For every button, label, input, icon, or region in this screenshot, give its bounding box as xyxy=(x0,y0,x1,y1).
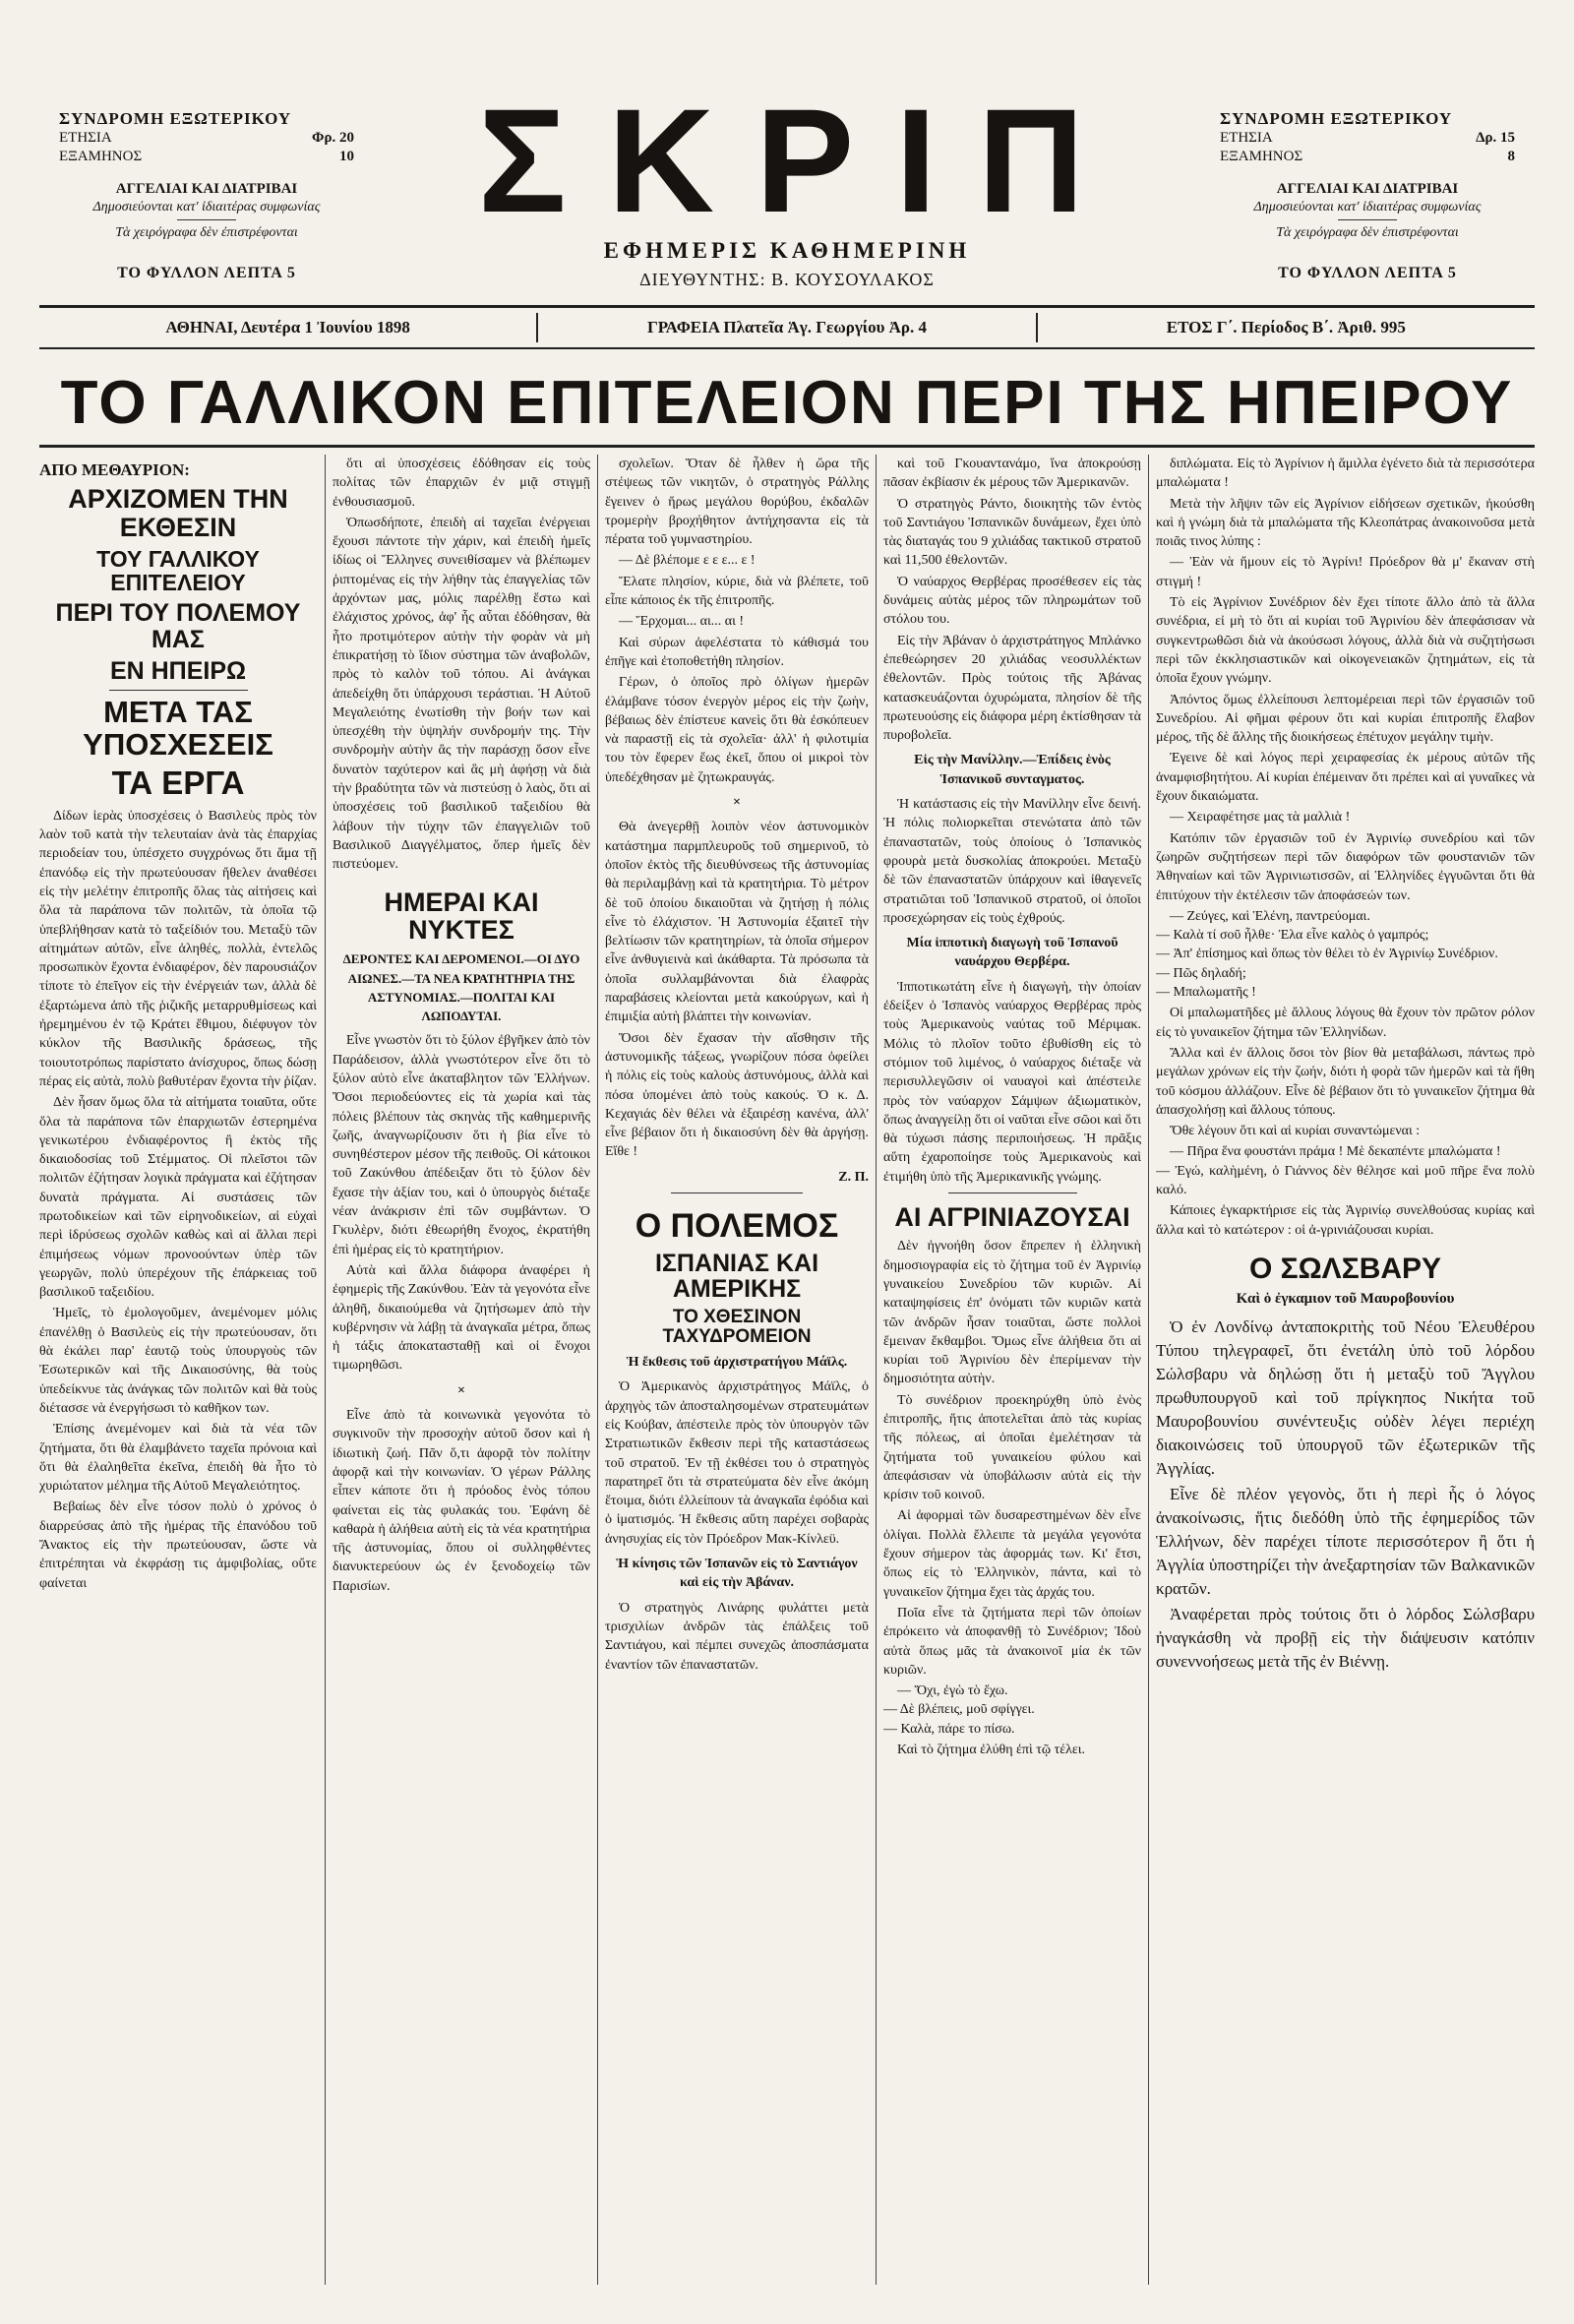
col5-subheading: Καὶ ὁ ἐγκαμιον τοῦ Μαυροβουνίου xyxy=(1236,1291,1455,1308)
left-half-value: 10 xyxy=(339,149,354,164)
col4-paragraph: Ὁ ναύαρχος Θερβέρας προσέθεσεν εἰς τὰς δυνάμεις αὐτὰς μέρος τῶν πληρωμάτων τοῦ στόλου του. xyxy=(883,574,1141,628)
col5-paragraph: Ἀναφέρεται πρὸς τούτοις ὅτι ὁ λόρδος Σώλσβαρυ ἠναγκάσθη νὰ προβῇ εἰς τὴν διάψευσιν κατόπιν συνεννοήσεως μετὰ τῆς ἐν Βιέννῃ. xyxy=(1156,1604,1535,1671)
col1-kicker: ΑΠΟ ΜΕΘΑΥΡΙΟΝ: xyxy=(39,460,190,479)
col4-dialogue: — Ὄχι, ἐγὼ τὸ ἔχω. — Δὲ βλέπεις, μοῦ σφίγγει. — Καλὰ, πάρε το πίσω. xyxy=(883,1683,1035,1737)
col3-paragraph: — Ἔρχομαι... αι... αι ! xyxy=(619,614,745,630)
col1-paragraph: Ἐπίσης ἀνεμένομεν καὶ διὰ τὰ νέα τῶν ζητήματα, ὅτι θὰ ἐλαμβάνετο ταχεῖα πρόνοια καὶ ὅτι θὰ ἐλαληθεῖτα ἐκεῖνα, ἐπειδὴ θὰ ἦτο τὸ χυριώτατον μέλημα τῆς Αὐτοῦ Μεγαλειότητος. xyxy=(39,1422,317,1495)
col5-paragraph: διπλώματα. Εἰς τὸ Ἀγρίνιον ἡ ἅμιλλα ἐγένετο διὰ τὰ περισσότερα μπαλώματα ! xyxy=(1156,457,1535,491)
right-sub-title: ΣΥΝΔΡΟΜΗ ΕΞΩΤΕΡΙΚΟΥ xyxy=(1220,109,1453,128)
col1-heading-6: ΤΑ ΕΡΓΑ xyxy=(111,764,245,802)
column-3 xyxy=(605,455,869,2285)
col2-paragraph: Αὐτὰ καὶ ἄλλα διάφορα ἀναφέρει ἡ ἐφημερὶς τῆς Ζακύνθου. Ἐὰν τὰ γεγονότα εἶνε ἀληθῆ, δικαιούμεθα νὰ ζητήσωμεν ἀπὸ τὴν κυβέρνησιν νὰ λάβῃ τὰ ἀναγκαῖα μέτρα, ὅπως ἡ τάξις ἀποκατασταθῇ καὶ οἱ ἔνοχοι τιμωρηθῶσι. xyxy=(333,1262,590,1374)
left-sub-title: ΣΥΝΔΡΟΜΗ ΕΞΩΤΕΡΙΚΟΥ xyxy=(59,109,292,128)
right-half-label: ΕΞΑΜΗΝΟΣ xyxy=(1220,149,1303,164)
col4-paragraph: Ὁ στρατηγὸς Ράντο, διοικητὴς τῶν ἐντὸς τοῦ Σαντιάγου Ἰσπανικῶν δυνάμεων, ἔχει ὑπὸ τὰς διαταγάς του 9 χιλιάδας τακτικοῦ στρατοῦ καὶ 11,500 ἐθελοντῶν. xyxy=(883,496,1141,569)
col2-heading-1: ΗΜΕΡΑΙ ΚΑΙ ΝΥΚΤΕΣ xyxy=(384,887,539,945)
left-notice: ΑΓΓΕΛΙΑΙ ΚΑΙ ΔΙΑΤΡΙΒΑΙ xyxy=(115,180,298,197)
col3-separator: × xyxy=(733,795,741,811)
col3-paragraph: σχολεῖων. Ὅταν δὲ ἦλθεν ἡ ὥρα τῆς στέψεως τῶν νικητῶν, ὁ στρατηγὸς Ράλλης ἔγεινεν ὁ ἥρως μεγάλου θορύβου, ἐκδαλῶν τρομερὴν βροχήθητον ἀντήχησαντα εἰς τὰ πέρατα τοῦ γυμναστηρίου. xyxy=(605,457,869,548)
col4-paragraph: Καὶ τὸ ζήτημα ἐλύθη ἐπὶ τῷ τέλει. xyxy=(897,1743,1086,1758)
col5-paragraph: Κάποιες ἐγκαρκτήρισε εἰς τὰς Ἀγρινίῳ συνελθούσας κυρίας καὶ ἄλλα καὶ τὸ κατώτερον : οἱ ἀ-γρινιάζουσαι κυρίαι. xyxy=(1156,1203,1535,1238)
col5-paragraph: Κατόπιν τῶν ἐργασιῶν τοῦ ἐν Ἀγρινίῳ συνεδρίου καὶ τῶν ζωηρῶν συζητήσεων περὶ τῶν διαφόρων τῶν φουστανιῶν τῶν Ἀθηναίων καὶ τῶν Ἀγρινιωτισσῶν, αἱ Ἑλληνίδες ἐγγυῶνται ὅτι θὰ ἐπιτύχουν τὴν ἐκτέλεσιν τῶν ἀποφάσεών των. xyxy=(1156,830,1535,903)
left-notice2: Δημοσιεύονται κατ' ἰδιαιτέρας συμφωνίας xyxy=(92,199,321,214)
left-rule xyxy=(177,219,236,220)
right-price: ΤΟ ΦΥΛΛΟΝ ΛΕΠΤΑ 5 xyxy=(1278,264,1457,281)
right-subscription-box xyxy=(1220,108,1515,283)
newspaper-editor: ΔΙΕΥΘΥΝΤΗΣ: Β. ΚΟΥΣΟΥΛΑΚΟΣ xyxy=(639,270,935,289)
col1-rule xyxy=(109,690,248,691)
right-notice: ΑΓΓΕΛΙΑΙ ΚΑΙ ΔΙΑΤΡΙΒΑΙ xyxy=(1276,180,1459,197)
column-divider xyxy=(1148,455,1149,2285)
col4-paragraph: Ἡ κατάστασις εἰς τὴν Μανίλλην εἶνε δεινή. Ἡ πόλις πολιορκεῖται στενώτατα ἀπὸ τῶν ἐπαναστατῶν, τοὺς ὁποίους ὁ Ἰσπανικὸς φρουρὰ μετὰ δυσκολίας ἀποκρούει. Μεταξὺ δὲ τῶν ἐπαναστατῶν ὑπάρχουν καὶ ἰθαγενεῖς στρατιῶται τοῦ Ἱσπανικοῦ στρατοῦ, οἱ ὁποῖοι προσεχώρησαν εἰς τοὺς ἐχθρούς. xyxy=(883,797,1141,926)
col3-subheading: Ἡ ἔκθεσις τοῦ ἀρχιστρατήγου Μάϊλς. xyxy=(626,1355,848,1371)
col5-paragraph: — Ἐὰν νὰ ἤμουν εἰς τὸ Ἀγρίνι! Πρόεδρον θὰ μ' ἔκαναν στὴ στιγμή ! xyxy=(1156,555,1535,589)
col4-subheading: Μία ἱπποτικὴ διαγωγὴ τοῦ Ἱσπανοῦ ναυάρχου Θερβέρα. xyxy=(906,936,1119,970)
col5-paragraph: Ἀπόντος ὅμως ἐλλείπουσι λεπτομέρειαι περὶ τῶν ἐργασιῶν τοῦ Συνεδρίου. Αἱ φῆμαι φέρουν ὅτι καὶ κυρίαι ἐπιτροπῆς ἔλαβον μέρος, τῆς δὲ ἄλλης τῆς διοικήσεως ἐπέτυχον μεγάλην τιμὴν. xyxy=(1156,692,1535,746)
col5-paragraph: — Χειραφέτησε μας τὰ μαλλιὰ ! xyxy=(1170,810,1351,826)
col5-dialogue: — Πῆρα ἕνα φουστάνι πράμα ! Μὲ δεκαπέντε μπαλώματα ! — Ἐγώ, καλὴμένη, ὁ Γιάννος δὲν θέλησε καὶ μοῦ πῆρε ἕνα πολὺ καλό. xyxy=(1156,1144,1535,1197)
dateline-bar xyxy=(39,305,1535,349)
col2-separator: × xyxy=(457,1382,465,1398)
col4-subheading: Εἰς τὴν Μανίλλην.—Ἐπίδεις ἑνὸς Ἱσπανικοῦ συνταγματος. xyxy=(914,753,1111,787)
column-divider xyxy=(876,455,877,2285)
col3-heading-2: ΙΣΠΑΝΙΑΣ ΚΑΙ ΑΜΕΡΙΚΗΣ xyxy=(654,1249,819,1303)
col1-heading-1: ΑΡΧΙΖΟΜΕΝ ΤΗΝ ΕΚΘΕΣΙΝ xyxy=(68,484,288,542)
col4-paragraph: Δὲν ἠγνοήθη ὅσον ἔπρεπεν ἡ ἑλληνικὴ δημοσιογραφία εἰς τὸ ζήτημα τοῦ ἐν Ἀγρινίῳ γυναικείου Συνεδρίου τῶν κυριῶν. Αἱ καταψηφίσεις ἐπ' ὀνόματι τῶν κυριῶν κατὰ τῶν ἀνδρῶν ἦσαν τοιαῦται, ὥστε πολλοὶ ἔμειναν ἔκθαμβοι. Ὅμως εἶνε ἀλήθεια ὅτι αἱ κυρίαι τοῦ Ἀγρινίου δὲν ἐπερίμεναν τὴν δημοσιότητα αὐτὴν. xyxy=(883,1239,1141,1387)
col1-heading-5: ΜΕΤΑ ΤΑΣ ΥΠΟΣΧΕΣΕΙΣ xyxy=(83,695,273,762)
col2-paragraph: ὅτι αἱ ὑποσχέσεις ἐδόθησαν εἰς τοὺς πολίτας τῶν ἐπαρχιῶν ἐν μιᾷ στιγμῇ ἐνθουσιασμοῦ. xyxy=(333,457,590,510)
column-divider xyxy=(597,455,598,2285)
right-rule xyxy=(1338,219,1397,220)
col3-paragraph: — Δὲ βλέπομε ε ε ε... ε ! xyxy=(619,553,756,569)
col4-paragraph: Ποῖα εἶνε τὰ ζητήματα περὶ τῶν ὁποίων ἐπρόκειτο νὰ ἀποφανθῇ τὸ Συνέδριον; Ἰδοὺ αὐτὰ ὅπως μᾶς τὰ ἀνακοινοῖ μία ἐκ τῶν κυριῶν. xyxy=(883,1605,1141,1678)
column-2 xyxy=(333,455,590,2285)
col5-dialogue: — Ζεύγες, καὶ Ἑλένη, παντρεύομαι. — Καλὰ τί σοῦ ἦλθε· Ἐλα εἶνε καλὸς ὁ γαμπρός; — Ἀπ' ἐπίσημος καὶ ὅπως τὸν θέλει τὸ ἐν Ἀγρινίῳ Συνέδριον. — Πῶς δηλαδή; — Μπαλωματῆς ! xyxy=(1156,908,1498,1001)
col2-paragraph: Εἶνε γνωστὸν ὅτι τὸ ξύλον ἐβγῆκεν ἀπὸ τὸν Παράδεισον, ἀλλὰ γνωστότερον εἶνε ὅτι τὸ ξύλον αὐτὸ εἶνε ἀκαταβλητον τῶν Ἑλλήνων. Ὅσοι περιοδεύοντες εἰς τὰ χωρία καὶ τὰς πόλεις βλέπουν τὰς σκηνὰς τῆς καθημερινῆς ζωῆς, ἀναγνωρίζουσιν ὅτι ἡ βία εἶνε τὸ συνηθέστερον μέσον τῆς πειθοῦς. Οἱ κάτοικοι τοῦ Ζακύνθου ἀπέδειξαν ὅτι τὸ ξύλον δὲν ἔχασε τὴν ἀξίαν του, καὶ ὁ ὑπουργὸς διέταξε νέαν ἀνάκρισιν ἐπὶ τῶν συμβάντων. Ὁ Γκυλὲρν, διότι ἐθεωρήθη ἔνοχος, ἐκρατήθη ἐπὶ ἡμέρας εἰς τὸ κρατητήριον. xyxy=(333,1033,590,1257)
col3-paragraph: Ὁ στρατηγὸς Λινάρης φυλάττει μετὰ τρισχιλίων ἀνδρῶν τὰς ἐπάλξεις τοῦ Σαντιάγου, καὶ πέμπει συνεχῶς ἀποσπάσματα ἐναντίον τῶν ἐπαναστατῶν. xyxy=(605,1600,869,1673)
col3-subheading: Ἡ κίνησις τῶν Ἱσπανῶν εἰς τὸ Σαντιάγον καὶ εἰς τὴν Ἀβάναν. xyxy=(616,1557,858,1591)
col3-paragraph: Θὰ ἀνεγερθῇ λοιπὸν νέον ἀστυνομικὸν κατάστημα παρμπλευροῦς τοῦ σημερινοῦ, τὸ ὁποῖον ἐκτὸς τῆς διευθύνσεως τῆς ἀστυνομίας θὰ περιλαμβάνῃ καὶ τὰ κρατητήρια. Τὸ μέτρον δὲ τοῦ ὁποίου δικαιοῦται νὰ ζητήσῃ ἡ πόλις εἶνε τὸ ἐλάχιστον. Ἡ Ἀστυνομία ἐξαιτεῖ τὴν βελτίωσιν τῶν κρατητηρίων, τὰ ὁποῖα σήμερον εἶνε ἀνθυγιεινὰ καὶ ἀκάθαρτα. Τὰ πρόσωπα τὰ ὁποῖα συλλαμβάνονται διὰ ἐλαφρὰς παραβάσεις κλείονται μετὰ κακούργων, καὶ ἡ ἐπιμιξία αὐτὴ βλάπτει τὴν κοινωνίαν. xyxy=(605,820,869,1025)
column-5 xyxy=(1156,455,1535,2285)
col5-paragraph: Ἄλλα καὶ ἐν ἄλλοις ὅσοι τὸν βίον θὰ μεταβάλωσι, πάντως πρὸ μεγάλων χρόνων εἰς τὴν ζωήν, διότι ἡ φορὰ τῶν ἡμερῶν καὶ τὰ ἤθη τοῦ κόσμου ἀλλάζουν. Εἶνε δὲ βέβαιον ὅτι τὸ γυναικεῖον ζήτημα θὰ ἀπασχολήσῃ καὶ ἄλλους τόπους. xyxy=(1156,1045,1535,1118)
left-price: ΤΟ ΦΥΛΛΟΝ ΛΕΠΤΑ 5 xyxy=(117,264,296,281)
column-divider xyxy=(325,455,326,2285)
col3-signature: Ζ. Π. xyxy=(838,1169,869,1185)
column-1 xyxy=(39,455,317,2285)
col4-paragraph: Ἱπποτικωτάτη εἶνε ἡ διαγωγὴ, τὴν ὁποίαν ἐδείξεν ὁ Ἱσπανὸς ναύαρχος Θερβέρας πρὸς τοὺς Ἀμερικανοὺς ναύτας τοῦ Μέριμακ. Μόλις τὸ πλοῖον τοῦτο ἐβυθίσθη εἰς τὸ στόμιον τοῦ λιμένος, ὁ ναύαρχος διέταξε νὰ περισυλλεγῶσιν οἱ ναυαγοὶ καὶ ἀπέστειλε πρὸς τὸν ναύαρχον Σάμψων ἀξιωματικὸν, ὅπως ἀναγγείλῃ ὅτι οἱ ναῦται εἶνε σῶοι καὶ ὅτι θὰ τύχωσι πάσης περιποιήσεως. Ἡ πρᾶξις αὕτη ἐχαροποίησε τοὺς Ἀμερικανοὺς καὶ ἐτιμήθη ὑπὸ τῆς Ἀμερικανικῆς γνώμης. xyxy=(883,979,1141,1185)
col5-paragraph: Εἶνε δὲ πλέον γεγονὸς, ὅτι ἡ περὶ ἧς ὁ λόγος ἀνακοίνωσις, ἥτις διεδόθη ὑπὸ τῆς ἐφημερίδος τῶν Ἑλλήνων, δὲν παρέχει τίποτε περισσότερον ἢ ὅτι ἡ Ἀγγλία ὑποστηρίζει τὴν ἀνεξαρτησίαν τῶν Βαλκανικῶν κρατῶν. xyxy=(1156,1484,1535,1598)
left-yearly-value: Φρ. 20 xyxy=(312,130,354,147)
col3-paragraph: Ὁ Ἀμερικανὸς ἀρχιστράτηγος Μάϊλς, ὁ ἀρχηγὸς τῶν ἀποσταλησομένων στρατευμάτων εἰς Κούβαν, ἀπέστειλε πρὸς τὸν ὑπουργὸν τῶν Στρατιωτικῶν ἔκθεσιν περὶ τῆς καταστάσεως τοῦ στρατοῦ. Ἐν τῇ ἐκθέσει του ὁ στρατηγὸς παρατηρεῖ ὅτι τὰ στρατεύματα δὲν εἶνε ἀκόμη ἕτοιμα, διότι ἐλλείπουν τὰ ἀναγκαῖα ἐφόδια καὶ ὁ ἱματισμός. Ἡ ἔκθεσις αὕτη παρέχει σοβαρὰς ἀνησυχίας εἰς τὸν Πρόεδρον Μακ-Κίνλεϋ. xyxy=(605,1379,869,1547)
col5-paragraph: Μετὰ τὴν λῆψιν τῶν εἰς Ἀγρίνιον εἰδήσεων σχετικῶν, ἠκούσθη καὶ ἡ γνώμη διὰ τὰ μπαλώματα τῆς Κλεοπάτρας ἀνακοινοῦσα μετὰ ποιᾶς τινος λύπης : xyxy=(1156,496,1535,550)
right-manuscripts: Τὰ χειρόγραφα δὲν ἐπιστρέφονται xyxy=(1276,225,1459,240)
right-yearly-value: Δρ. 15 xyxy=(1476,130,1515,147)
col4-paragraph: Αἱ ἀφορμαὶ τῶν δυσαρεστημένων δὲν εἶνε ὀλίγαι. Πολλὰ ἔλλειπε τὰ μεγάλα γεγονότα ἔχουν σήμερον τὰς ἀφορμάς των. Κι' ἔτσι, ὅπως εἰς τὸ Ἑλληνικὸν, πάντα, καὶ τὸ γυναικεῖον ζήτημα ἔχει τὰς ἀρχάς του. xyxy=(883,1508,1141,1600)
column-4 xyxy=(883,455,1141,2285)
col1-paragraph: Ἡμεῖς, τὸ ἐμολογοῦμεν, ἀνεμένομεν μόλις ἐπανέλθῃ ὁ Βασιλεὺς εἰς τὴν πρωτεύουσαν, ὅτι θὰ ἐκάλει παρ' ἑαυτῷ τοὺς ὑπουργοὺς τῶν Ἐσωτερικῶν καὶ τῆς Δικαιοσύνης, θὰ τοὺς ὑπεδείκνυε τὰς ἀνάγκας τῶν πολιτῶν καὶ θὰ τοὺς διέτασσε νὰ ἐνεργήσωσι τὸ καθῆκον των. xyxy=(39,1306,317,1416)
main-headline: ΤΟ ΓΑΛΛΙΚΟΝ ΕΠΙΤΕΛΕΙΟΝ ΠΕΡΙ ΤΗΣ ΗΠΕΙΡΟΥ xyxy=(60,369,1514,437)
left-half-label: ΕΞΑΜΗΝΟΣ xyxy=(59,149,143,164)
left-manuscripts: Τὰ χειρόγραφα δὲν ἐπιστρέφονται xyxy=(115,225,298,240)
col3-paragraph: Ἔλατε πλησίον, κύριε, διὰ νὰ βλέπετε, τοῦ εἶπε κάποιος ἐκ τῆς ἐπιτροπῆς. xyxy=(605,574,869,609)
col2-paragraph: Εἶνε ἀπὸ τὰ κοινωνικὰ γεγονότα τὸ συγκινοῦν τὴν προσοχὴν αὐτοῦ ὅσον καὶ ἡ ἰδιωτικὴ ζωή. Πᾶν ὅ,τι ἀφορᾷ τὸν πολίτην ἀφορᾷ καὶ τὴν κοινωνίαν. Ὁ γέρων Ράλλης εἶπεν κάποτε ὅτι ἡ πρόοδος ἑνὸς τόπου φαίνεται εἰς τὰς φυλακάς του. Ἐφάνη δὲ καθαρὰ ἡ ἀλήθεια αὐτὴ εἰς τὰ νέα κρατητήρια τῆς ἀστυνομίας, ὅπου οἱ συλληφθέντες διανυκτερεύουν ὡς ἐν ξενοδοχείῳ τῶν Παρισίων. xyxy=(333,1408,590,1594)
col5-paragraph: Τὸ εἰς Ἀγρίνιον Συνέδριον δὲν ἔχει τίποτε ἄλλο ἀπὸ τὰ ἄλλα συνέδρια, εἰ μὴ τὸ ὅτι αἱ κυρίαι τοῦ Ἀγρινίου δὲν ἀπεφάσισαν νὰ συγκεντρωθῶσι διὰ νὰ ἀκούσωσι λόγους, ἀλλὰ διὰ νὰ συζητήσωσι περὶ τῶν ἐκκλησιαστικῶν καὶ οἰκογενειακῶν ζητημάτων, εἰς τὰ ὁποῖα ἔχουν γνώμην. xyxy=(1156,595,1535,687)
col4-paragraph: Εἰς τὴν Ἀβάναν ὁ ἀρχιστράτηγος Μπλάνκο ἐπεθεώρησεν 20 χιλιάδας νεοσυλλέκτων ἐθελοντῶν. Πρὸς τούτοις τῆς Ἀβάνας κατασκευάζονται ὀχυρώματα, πλησίον δὲ τῆς πρωτευούσης εἰς διάφορα μέρη ἐκτίσθησαν τὰ πυροβολεῖα. xyxy=(883,633,1141,744)
masthead xyxy=(423,78,1151,290)
col3-paragraph: Ὅσοι δὲν ἔχασαν τὴν αἴσθησιν τῆς ἀστυνομικῆς τάξεως, γνωρίζουν πόσα ὀφείλει ἡ πόλις εἰς τοὺς καλοὺς ἀστυνόμους, ἀλλὰ καὶ πόσα ὑπομένει ἀπὸ τοὺς κακούς. Ὁ κ. Δ. Κεχαγιάς δὲν θέλει νὰ ἐξαιρέσῃ κανένα, ἀλλ' εἶνε βέβαιον ὅτι ἡ δικαιοσύνη δὲν θὰ ἀργήσῃ. Εἴθε ! xyxy=(605,1030,869,1160)
col3-heading-3: ΤΟ ΧΘΕΣΙΝΟΝ ΤΑΧΥΔΡΟΜΕΙΟΝ xyxy=(662,1307,812,1348)
col1-paragraph: Βεβαίως δὲν εἶνε τόσον πολὺ ὁ χρόνος ὁ διαρρεύσας ἀπὸ τῆς ἡμέρας τῆς ἐπανόδου τοῦ Ἄνακτος εἰς τὴν πρωτεύουσαν, ὥστε νὰ ἐπιτρέπηται νὰ ἐκφράσῃ τις ἀμφιβολίας, οὔτε φαίνεται xyxy=(39,1499,317,1591)
col2-paragraph: Ὁπωσδήποτε, ἐπειδὴ αἱ ταχεῖαι ἐνέργειαι ἔχουσι πάντοτε τὴν χάριν, καὶ ἐπειδὴ ἡμεῖς ἰδίως οἱ Ἕλληνες συνειθίσαμεν νὰ βλέπωμεν ῥιπτομένας εἰς τὴν λήθην τὰς ἐπαγγελίας τῶν ἀρχόντων μας, μόλις παρέλθῃ ἕστω καὶ ἐλάχιστος χρόνος, ἀφ' ἧς αὗται ἐδόθησαν, θὰ ἦτο προτιμότερον αὐτὴν τὴν φορὰν νὰ μὴ ἐπικρατήσῃ τὸ ἴδιον σύστημα τῶν ἀναβολῶν, πρὸς τὸ καλὸν τοῦ τόπου. Αἱ ἀνάγκαι ἀπεδείχθη ὅτι ὑπάρχουσι τεράστιαι. Ἡ Αὐτοῦ Μεγαλειότης ἐνωτίσθη τὴν βοήν των καὶ ὑπεσχέθη τὴν ὑψηλήν συνδρομήν της. Τὴν συνδρομὴν αὐτὴν ἂς τὴν παράσχῃ ὅσον εἶνε δυνατὸν ταχύτερον καὶ ἂς μὴ ἀφήσῃ νὰ διὰ τὴν βραδύτητα τῶν νὰ πιστεύσῃ ὁ λαὸς, ὅτι αἱ ὑποσχέσεις τοῦ βασιλικοῦ ταξειδίου θὰ λάβουν τὴν τύχην τῶν ἐπαγγελιῶν τοῦ Βασιλικοῦ Διαγγέλματος, ὅπερ ἡμεῖς δὲν πιστεύομεν. xyxy=(333,515,590,873)
col4-paragraph: καὶ τοῦ Γκουαντανάμο, ἵνα ἀποκρούσῃ πᾶσαν ἐκβίασιν ἐκ μέρους τῶν Ἀμερικανῶν. xyxy=(883,457,1141,491)
col5-paragraph: Ὁ ἐν Λονδίνῳ ἀνταποκριτὴς τοῦ Νέου Ἐλευθέρου Τύπου τηλεγραφεῖ, ὅτι ἐνετάλη ὑπὸ τοῦ λόρδου Σώλσβαρυ νὰ δηλώσῃ ὅτι ἡ μεταξὺ τοῦ Ἄγγλου πρωθυπουργοῦ καὶ τοῦ πρίγκηπος Νικήτα τοῦ Μαυροβουνίου συνέντευξις οὐδὲν λέγει περιέχη διακοινώσεις τοῦ ὑπουργοῦ τῶν ἐξωτερικῶν τῆς Ἀγγλίας. xyxy=(1156,1316,1535,1478)
right-yearly-label: ΕΤΗΣΙΑ xyxy=(1220,130,1273,147)
col3-paragraph: Γέρων, ὁ ὁποῖος πρὸ ὀλίγων ἡμερῶν ἐλάμβανε τόσον ἐνεργὸν μέρος εἰς τὴν ζωὴν, βέβαιως δὲν ἐπίστευε κανεὶς ὅτι θὰ ἐσκόπευεν νὰ παραστῇ εἰς τὰ σχολεῖα· ἀλλ' ἡ φιλοτιμία του τὸν ἔφερεν ἕως ἐκεῖ, ὅπου οἱ μικροὶ τὸν ὑπεδέχθησαν μὲ ζητωκραυγάς. xyxy=(605,675,869,785)
col3-paragraph: Καὶ σύρων ἀφελέστατα τὸ κάθισμά του ἐπῆγε καὶ ἐτοποθετήθη πλησίον. xyxy=(605,635,869,669)
issue-date: ΑΘΗΝΑΙ, Δευτέρα 1 Ἰουνίου 1898 xyxy=(165,318,410,336)
headline-rule xyxy=(39,445,1535,448)
left-yearly-label: ΕΤΗΣΙΑ xyxy=(59,130,112,147)
col4-heading-1: ΑΙ ΑΓΡΙΝΙΑΖΟΥΣΑΙ xyxy=(894,1201,1130,1232)
newspaper-subtitle: ΕΦΗΜΕΡΙΣ ΚΑΘΗΜΕΡΙΝΗ xyxy=(603,238,971,263)
issue-number: ΕΤΟΣ Γ΄. Περίοδος Β΄. Ἀριθ. 995 xyxy=(1166,318,1406,336)
col5-paragraph: Οἱ μπαλωματῆδες μὲ ἄλλους λόγους θὰ ἔχουν τὸν πρῶτον ρόλον εἰς τὸ γυναικεῖον ζήτημα τῶν Ἑλληνίδων. xyxy=(1156,1006,1535,1040)
col1-paragraph: Δὲν ἦσαν ὅμως ὅλα τὰ αἰτήματα τοιαῦτα, οὔτε ὅλα τὰ παράπονα τῶν ἐπαρχιωτῶν ἐστερημένα γενικωτέρου ἐνδιαφέροντος ἢ ἐκτὸς τῆς δικαιοδοσίας τοῦ Στέμματος. Οἱ πλεῖστοι τῶν πολιτῶν ἐζήτησαν λογικὰ πράγματα καὶ ἐζήτησαν δυνατὰ πράγματα. Αἱ συστάσεις τῶν πρωτοδικείων καὶ τῶν εἰρηνοδικείων, αἱ εὐχαὶ περὶ ἱδρύσεως σχολῶν καθὼς καὶ αἱ ἄλλαι περὶ ἐπιμήσεως νόμων προνοούντων ὑπὲρ τῶν γεωργῶν, πολὺ ὑπερέχουν τῆς ἐπάρκειας τοῦ βασιλικοῦ ταξειδίου. xyxy=(39,1095,317,1301)
col1-heading-3: ΠΕΡΙ ΤΟΥ ΠΟΛΕΜΟΥ ΜΑΣ xyxy=(55,599,301,653)
col5-heading-1: Ο ΣΩΛΣΒΑΡΥ xyxy=(1248,1252,1442,1285)
newspaper-name: ΣΚΡΙΠ xyxy=(477,78,1126,243)
col2-subheading: ΔΕΡΟΝΤΕΣ ΚΑΙ ΔΕΡΟΜΕΝΟΙ.—ΟΙ ΔΥΟ ΑΙΩΝΕΣ.—ΤΑ ΝΕΑ ΚΡΑΤΗΤΗΡΙΑ ΤΗΣ ΑΣΤΥΝΟΜΙΑΣ.—ΠΟΛΙΤΑΙ ΚΑΙ ΛΩΠΟΔΥΤΑΙ. xyxy=(342,951,580,1024)
col4-paragraph: Τὸ συνέδριον προεκηρύχθη ὑπὸ ἑνὸς ἐπιτροπῆς, ἥτις ἀποτελεῖται ἀπὸ τὰς κυρίας τῆς πόλεως, αἱ ὁποῖαι ἐμελέτησαν τὰ ζητήματα τοῦ γυναικείου φύλου καὶ ἀπεφάσισαν νὰ ὑποβάλωσιν αὐτὰ εἰς τὴν κρίσιν τοῦ κοινοῦ. xyxy=(883,1392,1141,1503)
right-half-value: 8 xyxy=(1507,149,1515,164)
col5-paragraph: Ἐγεινε δὲ καὶ λόγος περὶ χειραφεσίας ἐκ μέρους αὐτῶν τῆς ἀναμφισβητήτου. Αἱ κυρίαι ἐπέμειναν ὅτι πρέπει καὶ αἱ γυναῖκες νὰ ἔχουν δικαιώματα. xyxy=(1156,751,1535,805)
col1-paragraph: Δίδων ἱερὰς ὑποσχέσεις ὁ Βασιλεὺς πρὸς τὸν λαὸν τοῦ κατὰ τὴν τελευταίαν ἀνὰ τὰς ἐπαρχίας περιοδείαν του, ὑπέσχετο συγχρόνως ὅτι ἅμα τῇ ἐπανόδῳ εἰς τὴν πρωτεύουσαν ἤθελεν ἀναθέσει εἰς τὴν μελέτην ἐπιτροπῆς ὅλας τὰς αἰτήσεις καὶ ὅλα τὰ παράπονα τῶν πολιτῶν, τὰ ὁποῖα τῷ ὑπεβλήθησαν κατὰ τὸ ταξείδιόν του. Μεταξὺ τῶν αἰτημάτων αὐτῶν, εἶνε ἀληθές, πολλὰ, ἐντελῶς προσωπικὸν ἔχοντα ἐνδιαφέρον, δὲν παρουσιάζον τίποτε τὸ ἐπεῖγον εἰς τὴν ἐνέργειάν των, ἀλλὰ δὲ ἐξαρτώμενα ἀπὸ τῆς ῥιζικῆς μεταρρυθμίσεως καὶ ἠρεμημένου ἐν τῷ Κράτει ἔθιμου, διέφυγον τὸν κύκλον τῆς Βασιλικῆς δράσεως, τῆς τοιουτοτρόπως παρίστατο ἀνίσχυρος, ὅπως δώσῃ πέρας εἰς αὐτὰ, πολὺ βαθυτέραν ἔχοντα τὴν ῥίζαν. xyxy=(39,808,317,1089)
right-notice2: Δημοσιεύονται κατ' ἰδιαιτέρας συμφωνίας xyxy=(1253,199,1482,214)
office-address: ΓΡΑΦΕΙΑ Πλατεῖα Ἁγ. Γεωργίου Ἀρ. 4 xyxy=(646,318,928,336)
col3-heading-1: Ο ΠΟΛΕΜΟΣ xyxy=(635,1206,839,1245)
col5-paragraph: Ὅθε λέγουν ὅτι καὶ αἱ κυρίαι συναντώμεναι : xyxy=(1170,1124,1421,1139)
col1-heading-2: ΤΟΥ ΓΑΛΛΙΚΟΥ ΕΠΙΤΕΛΕΙΟΥ xyxy=(96,545,260,596)
left-subscription-box xyxy=(59,108,354,283)
col1-heading-4: ΕΝ ΗΠΕΙΡΩ xyxy=(109,656,247,685)
